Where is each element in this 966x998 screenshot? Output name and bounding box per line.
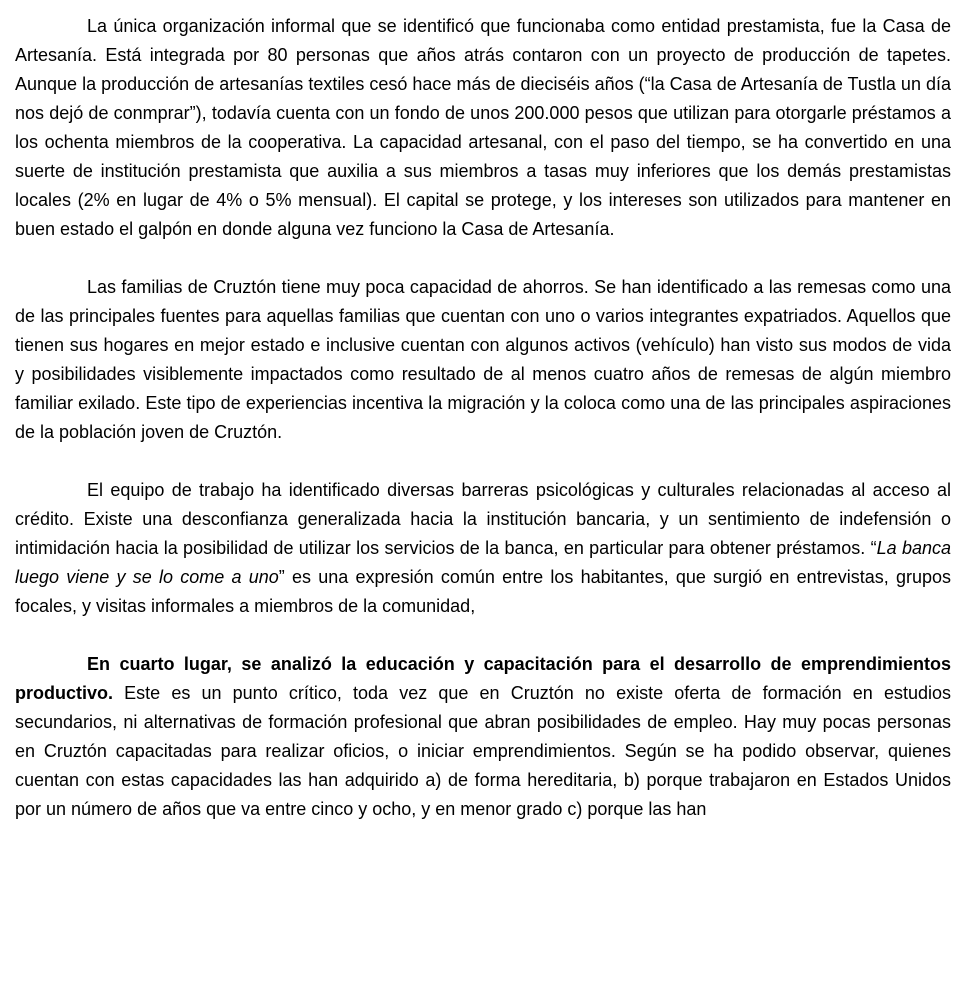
paragraph-text: El equipo de trabajo ha identificado diversas barreras psicológicas y culturales relacionadas al acceso al crédito. Existe una desconfianza generalizada hacia la institución bancaria, y un sentimiento de indefensión o intimidación hacia la posibilidad de utilizar los servicios de la banca, en particular para obtener préstamos. “ (15, 480, 951, 558)
bold-lead-sentence: En cuarto lugar, se analizó la educación y capacitación para el desarrollo de emprendimientos productivo. (15, 654, 951, 703)
paragraph-text: ” es una expresión común entre los habitantes, que surgió en entrevistas, grupos focales, y visitas informales a miembros de la comunidad, (15, 567, 951, 616)
document-page (15, 12, 951, 824)
paragraph-text: La única organización informal que se identificó que funcionaba como entidad prestamista, fue la Casa de Artesanía. Está integrada por 80 personas que años atrás contaron con un proyecto de producción de tapetes. Aunque la producción de artesanías textiles cesó hace más de dieciséis años (“la Casa de Artesanía de Tustla un día nos dejó de conmprar”), todavía cuenta con un fondo de unos 200.000 pesos que utilizan para otorgarle préstamos a los ochenta miembros de la cooperativa. La capacidad artesanal, con el paso del tiempo, se ha convertido en una suerte de institución prestamista que auxilia a sus miembros a tasas muy inferiores que los demás prestamistas locales (2% en lugar de 4% o 5% mensual). El capital se protege, y los intereses son utilizados para mantener en buen estado el galpón en donde alguna vez funciono la Casa de Artesanía. (15, 16, 951, 239)
paragraph-text: Este es un punto crítico, toda vez que en Cruztón no existe oferta de formación en estudios secundarios, ni alternativas de formación profesional que abran posibilidades de empleo. Hay muy pocas personas en Cruztón capacitadas para realizar oficios, o iniciar emprendimientos. Según se ha podido observar, quienes cuentan con estas capacidades las han adquirido a) de forma hereditaria, b) porque trabajaron en Estados Unidos por un número de años que va entre cinco y ocho, y en menor grado c) porque las han (15, 683, 951, 819)
paragraph-barreras-credito (15, 476, 951, 621)
paragraph-ahorros-remesas (15, 273, 951, 447)
paragraph-text: Las familias de Cruztón tiene muy poca capacidad de ahorros. Se han identificado a las remesas como una de las principales fuentes para aquellas familias que cuentan con uno o varios integrantes expatriados. Aquellos que tienen sus hogares en mejor estado e inclusive cuentan con algunos activos (vehículo) han visto sus modos de vida y posibilidades visiblemente impactados como resultado de al menos cuatro años de remesas de algún miembro familiar exilado. Este tipo de experiencias incentiva la migración y la coloca como una de las principales aspiraciones de la población joven de Cruztón. (15, 277, 951, 442)
paragraph-casa-artesania (15, 12, 951, 244)
paragraph-educacion-capacitacion (15, 650, 951, 824)
quote-italic: La banca luego viene y se lo come a uno (15, 538, 951, 587)
